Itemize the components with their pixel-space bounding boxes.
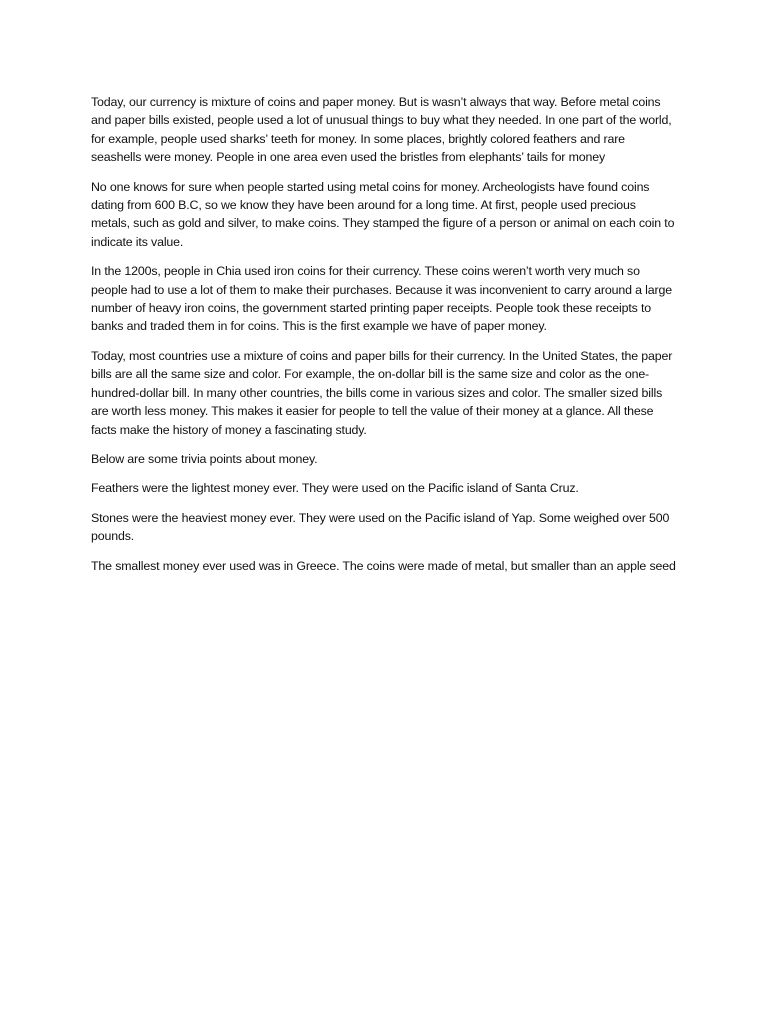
paragraph-trivia-smallest: The smallest money ever used was in Greece. The coins were made of metal, but smaller than an apple seed (91, 558, 676, 573)
paragraph-trivia-intro: Below are some trivia points about money. (91, 451, 318, 466)
paragraph-trivia-feathers: Feathers were the lightest money ever. They were used on the Pacific island of Santa Cruz. (91, 481, 579, 496)
paragraph-trivia-stones: Stones were the heaviest money ever. They were used on the Pacific island of Yap. Some weighed over 500 pounds. (91, 510, 670, 544)
document-body (91, 93, 677, 586)
paragraph-intro: Today, our currency is mixture of coins and paper money. But is wasn’t always that way. Before metal coins and paper bills existed, people used a lot of unusual things to buy what they needed. In one part of the world, for example, people used sharks’ teeth for money. In some places, brightly colored feathers and rare seashells were money. People in one area even used the bristles from elephants’ tails for money (91, 95, 672, 165)
paragraph-iron-coins: In the 1200s, people in Chia used iron coins for their currency. These coins weren’t worth very much so people had to use a lot of them to make their purchases. Because it was inconvenient to carry around a large number of heavy iron coins, the government started printing paper receipts. People took these receipts to banks and traded them in for coins. This is the first example we have of paper money. (91, 264, 672, 334)
paragraph-modern-currency: Today, most countries use a mixture of coins and paper bills for their currency. In the United States, the paper bills are all the same size and color. For example, the on-dollar bill is the same size and color as the one-hundred-dollar bill. In many other countries, the bills come in various sizes and color. The smaller sized bills are worth less money. This makes it easier for people to tell the value of their money at a glance. All these facts make the history of money a fascinating study. (91, 348, 673, 437)
paragraph-metal-coins: No one knows for sure when people started using metal coins for money. Archeologists have found coins dating from 600 B.C, so we know they have been around for a long time. At first, people used precious metals, such as gold and silver, to make coins. They stamped the figure of a person or animal on each coin to indicate its value. (91, 179, 675, 249)
